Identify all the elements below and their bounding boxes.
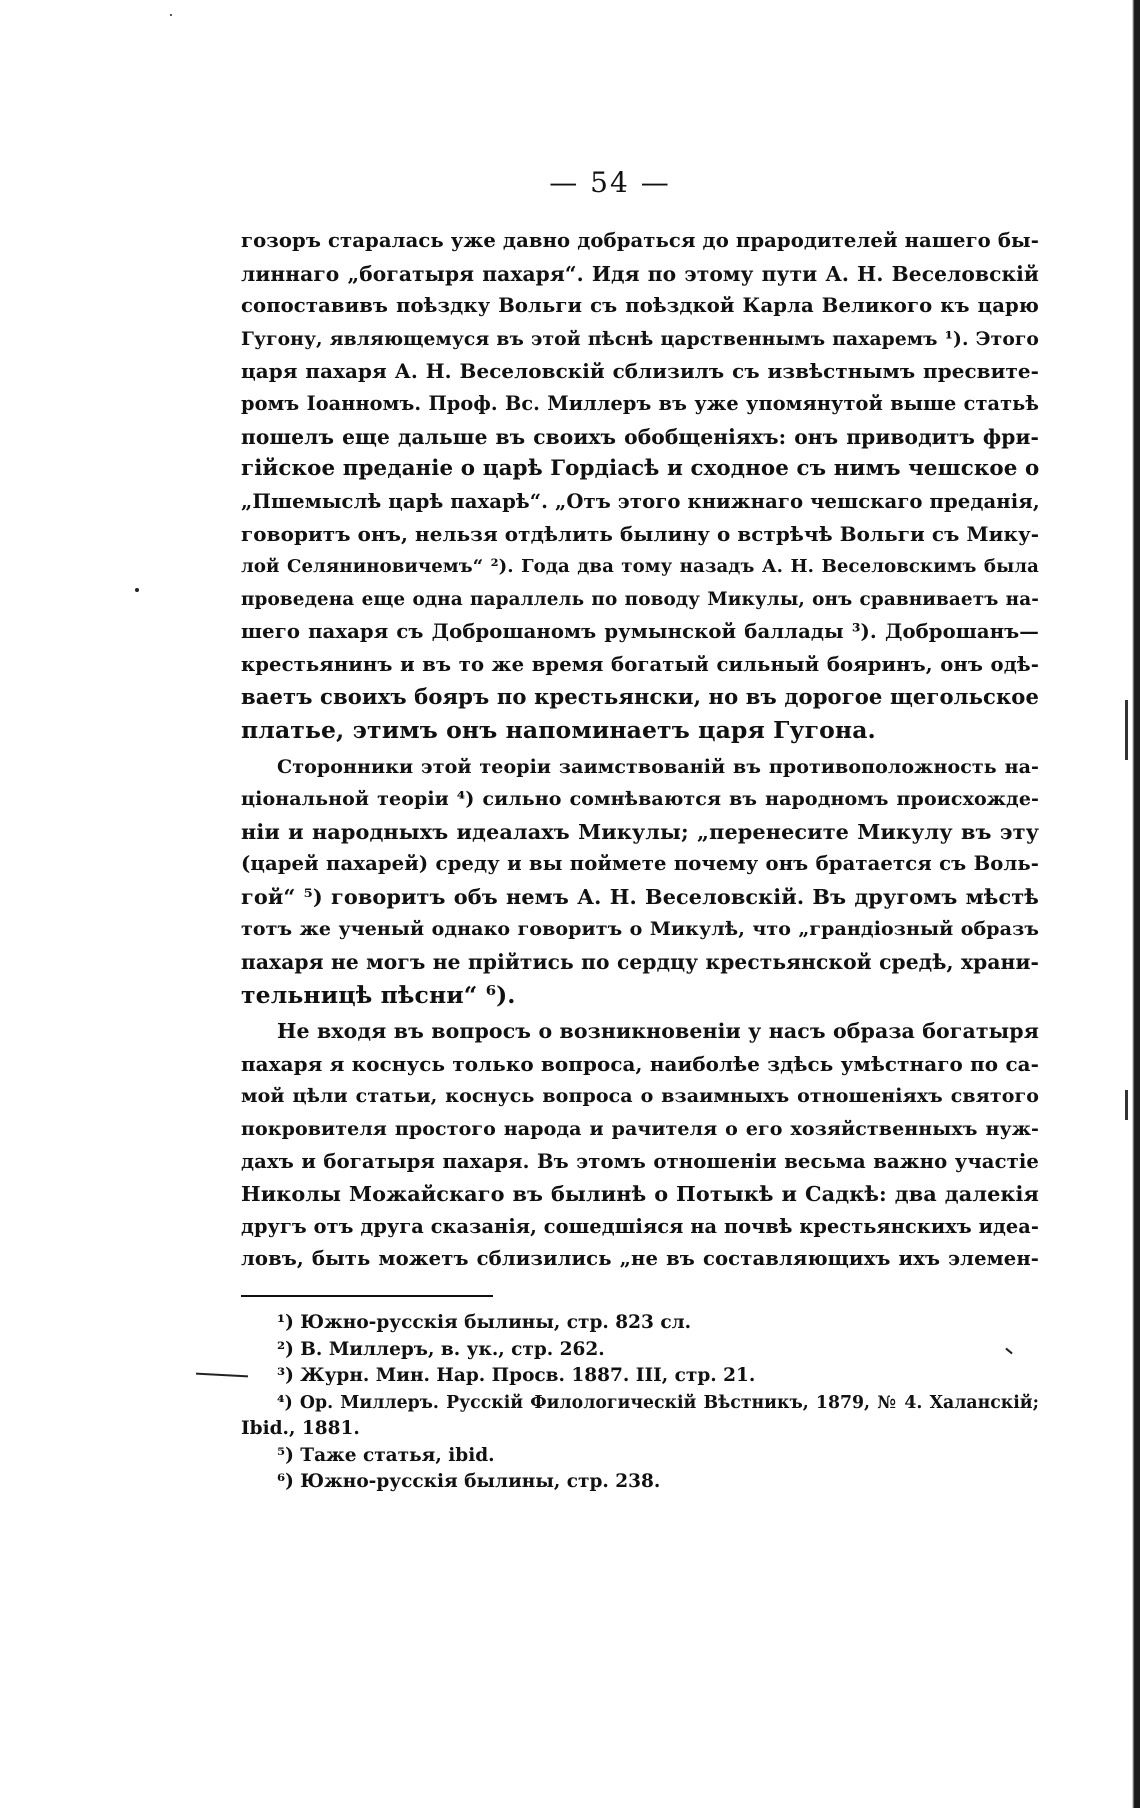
text-line: царя пахаря А. Н. Веселовскій сблизилъ съ извѣстнымъ пресвите- — [241, 359, 1039, 384]
text-line: ловъ, быть можетъ сблизились „не въ составляющихъ ихъ элемен- — [241, 1247, 1039, 1271]
text-line: проведена еще одна параллель по поводу Микулы, онъ сравниваетъ на- — [241, 588, 1039, 610]
footnote: ⁵) Таже статья, ibid. — [277, 1444, 495, 1466]
text-line: пахаря не могъ не прійтись по сердцу крестьянской средѣ, храни- — [241, 950, 1039, 975]
text-line: тельницѣ пѣсни“ ⁶). — [241, 980, 516, 1009]
text-line: линнаго „богатыря пахаря“. Идя по этому пути А. Н. Веселовскій — [241, 261, 1039, 286]
text-line: шего пахаря съ Доброшаномъ румынской баллады ³). Доброшанъ— — [241, 620, 1039, 644]
text-line: ромъ Іоанномъ. Проф. Вс. Миллеръ въ уже упомянутой выше статьѣ — [241, 391, 1039, 415]
page-edge-shadow — [1132, 0, 1140, 1808]
text-line: Николы Можайскаго въ былинѣ о Потыкѣ и Садкѣ: два далекія — [241, 1181, 1039, 1207]
text-line: гійское преданіе о царѣ Гордіасѣ и сходное съ нимъ чешское о — [241, 456, 1040, 482]
text-line: дахъ и богатыря пахаря. Въ этомъ отношеніи весьма важно участіе — [241, 1149, 1039, 1173]
footnote: ²) В. Миллеръ, в. ук., стр. 262. — [277, 1338, 605, 1360]
footnote-separator — [241, 1295, 493, 1297]
text-line: говоритъ онъ, нельзя отдѣлить былину о встрѣчѣ Вольги съ Мику- — [241, 522, 1040, 547]
page-edge-mark — [1125, 700, 1128, 760]
text-line: „Пшемыслѣ царѣ пахарѣ“. „Отъ этого книжнаго чешскаго преданія, — [241, 489, 1040, 513]
footnote: ⁴) Ор. Миллеръ. Русскій Филологическій Вѣстникъ, 1879, № 4. Халанскій; — [277, 1392, 1039, 1413]
page-edge-mark — [1125, 1090, 1128, 1120]
scan-speck — [135, 588, 139, 592]
text-line: тотъ же ученый однако говоритъ о Микулѣ, что „грандіозный образъ — [241, 918, 1039, 941]
text-line: Гугону, являющемуся въ этой пѣснѣ царственнымъ пахаремъ ¹). Этого — [241, 327, 1039, 350]
text-line: сопоставивъ поѣздку Вольги съ поѣздкой Карла Великого къ царю — [241, 294, 1039, 318]
text-line: покровителя простого народа и рачителя о его хозяйственныхъ нуж- — [241, 1118, 1039, 1141]
text-line: лой Селяниновичемъ“ ²). Года два тому назадъ А. Н. Веселовскимъ была — [241, 555, 1039, 577]
text-line: (царей пахарей) среду и вы поймете почему онъ братается съ Воль- — [241, 852, 1039, 876]
page-number: — 54 — — [549, 166, 671, 199]
text-line: крестьянинъ и въ то же время богатый сильный бояринъ, онъ одѣ- — [241, 652, 1039, 676]
text-line: Не входя въ вопросъ о возникновеніи у насъ образа богатыря — [277, 1019, 1039, 1044]
text-line: пахаря я коснусь только вопроса, наиболѣе здѣсь умѣстнаго по са- — [241, 1051, 1039, 1076]
text-line: гозоръ старалась уже давно добраться до прародителей нашего бы- — [241, 229, 1039, 252]
text-line: Сторонники этой теоріи заимствованій въ противоположность на- — [277, 755, 1039, 778]
scan-speck — [170, 14, 172, 16]
text-line: мой цѣли статьи, коснусь вопроса о взаимныхъ отношеніяхъ святого — [241, 1085, 1039, 1108]
text-line: ціональной теоріи ⁴) сильно сомнѣваются въ народномъ происхожде- — [241, 788, 1039, 811]
footnote: ¹) Южно-русскія былины, стр. 823 сл. — [277, 1312, 692, 1333]
footnote: ⁶) Южно-русскія былины, стр. 238. — [277, 1471, 661, 1492]
text-line: платье, этимъ онъ напоминаетъ царя Гугона. — [241, 715, 876, 744]
footnotes — [241, 1310, 1039, 1496]
text-line: другъ отъ друга сказанія, сошедшіяся на почвѣ крестьянскихъ идеа- — [241, 1214, 1039, 1238]
text-line: пошелъ еще дальше въ своихъ обобщеніяхъ: онъ приводитъ фри- — [241, 424, 1039, 449]
text-line: ніи и народныхъ идеалахъ Микулы; „перенесите Микулу въ эту — [241, 818, 1039, 844]
text-line: ваетъ своихъ бояръ по крестьянски, но въ дорогое щегольское — [241, 684, 1039, 710]
footnote: Ibid., 1881. — [241, 1418, 360, 1439]
text-line: гой“ ⁵) говоритъ объ немъ А. Н. Веселовскій. Въ другомъ мѣстѣ — [241, 883, 1039, 909]
footnote: ³) Журн. Мин. Нар. Просв. 1887. III, стр. 21. — [277, 1365, 756, 1386]
body-text — [241, 225, 1039, 1276]
